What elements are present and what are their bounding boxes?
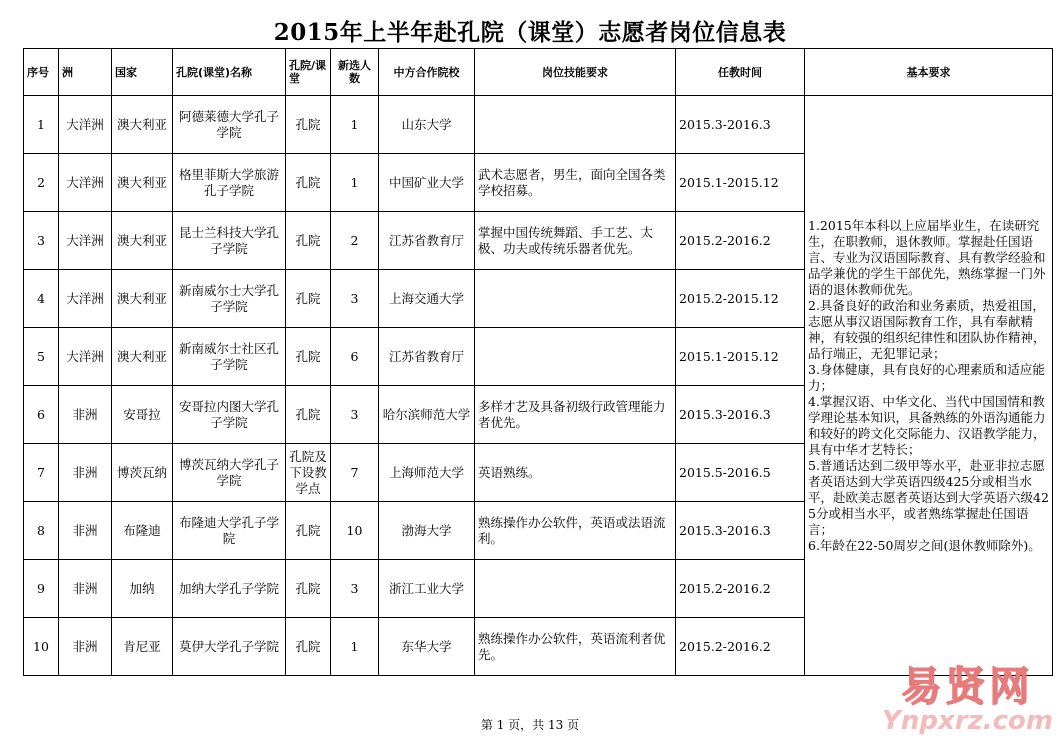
cell-partner [379,502,475,560]
cell-no-text: 6 [37,406,45,422]
cell-institute [173,212,286,270]
cell-skills-text: 武术志愿者，男生，面向全国各类学校招募。 [478,166,666,198]
header-count: 新选人数 [331,49,379,96]
cell-no [24,502,59,560]
cell-skills [475,328,676,386]
cell-continent [59,444,112,502]
cell-skills [475,560,676,618]
cell-period [676,212,805,270]
header-period: 任教时间 [676,49,805,96]
cell-continent [59,618,112,676]
cell-institute [173,328,286,386]
cell-country-text: 加纳 [129,580,155,596]
cell-count-text: 7 [350,464,359,480]
cell-continent [59,502,112,560]
header-continent: 洲 [59,49,112,96]
cell-no-text: 7 [37,464,45,480]
cell-institute [173,560,286,618]
page-title: 2015年上半年赴孔院（课堂）志愿者岗位信息表 [273,19,787,46]
cell-type-text: 孔院 [295,174,321,190]
cell-type-text: 孔院 [295,638,321,654]
cell-count-text: 3 [350,290,359,306]
cell-country-text: 澳大利亚 [116,232,167,248]
cell-continent-text: 非洲 [72,464,98,480]
cell-country [112,560,173,618]
cell-country [112,96,173,154]
cell-no [24,212,59,270]
page-footer: 第 1 页，共 13 页 [480,718,580,732]
cell-partner-text: 江苏省教育厅 [388,348,464,364]
cell-no-text: 8 [37,522,45,538]
cell-type [286,560,331,618]
cell-institute-text: 阿德莱德大学孔子学院 [178,108,279,140]
cell-count-text: 2 [350,232,359,248]
cell-skills-text: 英语熟练。 [478,464,541,480]
cell-no [24,328,59,386]
cell-count [331,502,379,560]
cell-skills [475,502,676,560]
cell-institute [173,618,286,676]
cell-no [24,560,59,618]
cell-partner [379,328,475,386]
cell-count [331,560,379,618]
header-type: 孔院/课堂 [286,49,331,96]
cell-count-text: 3 [350,406,359,422]
cell-skills [475,270,676,328]
cell-skills [475,154,676,212]
cell-count [331,328,379,386]
watermark-cn: 易贤网 [901,664,1034,710]
cell-skills [475,444,676,502]
cell-country [112,212,173,270]
requirement-item: 3.身体健康，具有良好的心理素质和适应能力； [808,361,1045,393]
cell-period [676,96,805,154]
cell-period-text: 2015.3-2016.3 [679,116,771,132]
cell-institute-text: 新南威尔士社区孔子学院 [178,340,279,372]
cell-country [112,618,173,676]
cell-skills [475,96,676,154]
cell-partner [379,618,475,676]
cell-period [676,386,805,444]
cell-period [676,328,805,386]
cell-period [676,154,805,212]
cell-continent [59,96,112,154]
cell-type [286,96,331,154]
cell-count-text: 1 [350,174,359,190]
cell-institute-text: 安哥拉内图大学孔子学院 [178,398,279,430]
cell-no-text: 3 [37,232,45,248]
requirement-item: 2.具备良好的政治和业务素质，热爱祖国，志愿从事汉语国际教育工作，具有奉献精神，有较强的组织纪律性和团队协作精神，品行端正，无犯罪记录； [808,297,1046,361]
cell-continent-text: 大洋洲 [66,174,104,190]
cell-count [331,212,379,270]
cell-country-text: 澳大利亚 [116,348,167,364]
cell-continent [59,328,112,386]
cell-type [286,212,331,270]
table-row [24,96,1053,154]
cell-type-text: 孔院 [295,232,321,248]
cell-type-text: 孔院 [295,290,321,306]
cell-country [112,502,173,560]
cell-count [331,270,379,328]
cell-type-text: 孔院 [295,522,321,538]
cell-no [24,96,59,154]
cell-count [331,444,379,502]
basic-requirements-cell [805,96,1053,676]
cell-country-text: 肯尼亚 [123,638,161,654]
cell-period [676,270,805,328]
cell-partner-text: 哈尔滨师范大学 [382,406,471,422]
cell-no [24,386,59,444]
cell-period-text: 2015.1-2015.12 [679,174,779,190]
cell-count-text: 10 [346,522,363,538]
cell-institute-text: 加纳大学孔子学院 [178,580,279,596]
cell-partner-text: 上海交通大学 [388,290,464,306]
cell-partner [379,154,475,212]
cell-count [331,386,379,444]
cell-no-text: 2 [37,174,45,190]
cell-type [286,154,331,212]
requirement-item: 6.年龄在22-50周岁之间(退休教师除外)。 [808,537,1041,553]
cell-country-text: 安哥拉 [123,406,161,422]
cell-continent [59,386,112,444]
cell-partner [379,444,475,502]
cell-skills-text: 多样才艺及具备初级行政管理能力者优先。 [478,398,666,430]
cell-period-text: 2015.5-2016.5 [679,464,771,480]
cell-skills [475,212,676,270]
header-basic: 基本要求 [805,49,1053,96]
cell-institute [173,444,286,502]
cell-country-text: 澳大利亚 [116,290,167,306]
cell-continent-text: 大洋洲 [66,232,104,248]
cell-continent [59,560,112,618]
cell-period-text: 2015.2-2015.12 [679,290,779,306]
cell-no [24,618,59,676]
cell-period-text: 2015.3-2016.3 [679,406,771,422]
cell-no-text: 10 [33,638,49,654]
cell-type [286,328,331,386]
cell-partner-text: 浙江工业大学 [388,580,464,596]
cell-partner [379,560,475,618]
cell-continent [59,154,112,212]
cell-period-text: 2015.2-2016.2 [679,580,771,596]
cell-continent-text: 大洋洲 [66,116,104,132]
cell-institute-text: 昆士兰科技大学孔子学院 [178,224,279,256]
cell-period-text: 2015.1-2015.12 [679,348,779,364]
cell-country [112,328,173,386]
cell-type [286,444,331,502]
cell-skills-text: 掌握中国传统舞蹈、手工艺、太极、功夫或传统乐器者优先。 [478,224,654,256]
cell-type [286,618,331,676]
requirement-item: 5.普通话达到二级甲等水平，赴亚非拉志愿者英语达到大学英语四级425分或相当水平，赴欧美志愿者英语达到大学英语六级425分或相当水平，或者熟练掌握赴任国语言； [808,457,1049,537]
cell-period [676,618,805,676]
cell-skills [475,618,676,676]
cell-type-text: 孔院 [295,116,321,132]
cell-partner [379,386,475,444]
cell-period-text: 2015.2-2016.2 [679,638,771,654]
cell-type [286,270,331,328]
cell-no [24,444,59,502]
cell-partner-text: 东华大学 [401,638,452,654]
cell-continent-text: 非洲 [72,406,98,422]
cell-continent-text: 非洲 [72,522,98,538]
cell-no [24,154,59,212]
cell-country-text: 澳大利亚 [116,174,167,190]
cell-no [24,270,59,328]
cell-institute-text: 莫伊大学孔子学院 [178,638,279,654]
volunteer-positions-table [23,48,1053,676]
cell-count [331,96,379,154]
cell-count-text: 1 [350,638,359,654]
cell-country [112,444,173,502]
table-header-row [24,49,1053,96]
cell-country [112,154,173,212]
cell-continent-text: 大洋洲 [66,290,104,306]
cell-institute-text: 新南威尔士大学孔子学院 [178,282,279,314]
cell-period [676,560,805,618]
cell-continent [59,212,112,270]
cell-country [112,386,173,444]
cell-period-text: 2015.2-2016.2 [679,232,771,248]
header-institute: 孔院(课堂)名称 [173,49,286,96]
cell-type [286,502,331,560]
cell-partner-text: 渤海大学 [401,522,452,538]
cell-institute [173,270,286,328]
watermark-logo [880,655,1055,736]
cell-skills-text: 熟练操作办公软件，英语流利者优先。 [478,630,666,662]
cell-partner-text: 中国矿业大学 [388,174,464,190]
cell-institute-text: 格里菲斯大学旅游孔子学院 [178,166,279,198]
cell-country-text: 澳大利亚 [116,116,167,132]
cell-partner-text: 江苏省教育厅 [388,232,464,248]
cell-continent [59,270,112,328]
cell-period [676,444,805,502]
cell-count [331,618,379,676]
cell-period [676,502,805,560]
cell-count-text: 3 [350,580,359,596]
cell-skills [475,386,676,444]
requirement-item: 1.2015年本科以上应届毕业生，在读研究生，在职教师，退休教师。掌握赴任国语言、专业为汉语国际教育、具有教学经验和品学兼优的学生干部优先，熟练掌握一门外语的退休教师优先。 [808,217,1046,297]
cell-partner [379,270,475,328]
watermark-en: Ynpxrz.com [882,706,1053,736]
header-partner: 中方合作院校 [379,49,475,96]
cell-no-text: 1 [37,116,45,132]
cell-institute-text: 布隆迪大学孔子学院 [178,514,279,546]
header-skills: 岗位技能要求 [475,49,676,96]
cell-period-text: 2015.3-2016.3 [679,522,771,538]
cell-continent-text: 非洲 [72,580,98,596]
cell-count [331,154,379,212]
cell-skills-text: 熟练操作办公软件，英语或法语流利。 [478,514,666,546]
requirement-item: 4.掌握汉语、中华文化、当代中国国情和教学理论基本知识，具备熟练的外语沟通能力和较好的跨文化交际能力、汉语教学能力，具有中华才艺特长； [808,393,1046,457]
cell-type-text: 孔院 [295,406,321,422]
cell-count-text: 6 [350,348,359,364]
cell-country-text: 布隆迪 [123,522,161,538]
cell-institute [173,502,286,560]
cell-partner [379,96,475,154]
cell-country [112,270,173,328]
cell-count-text: 1 [350,116,359,132]
cell-type-text: 孔院 [295,348,321,364]
cell-country-text: 博茨瓦纳 [116,464,167,480]
header-country: 国家 [112,49,173,96]
cell-type [286,386,331,444]
cell-continent-text: 非洲 [72,638,98,654]
cell-institute [173,96,286,154]
cell-no-text: 4 [37,290,45,306]
cell-type-text: 孔院 [295,580,321,596]
cell-partner [379,212,475,270]
cell-no-text: 9 [37,580,45,596]
cell-institute [173,386,286,444]
cell-institute [173,154,286,212]
cell-institute-text: 博茨瓦纳大学孔子学院 [178,456,279,488]
cell-partner-text: 山东大学 [401,116,452,132]
cell-continent-text: 大洋洲 [66,348,104,364]
cell-partner-text: 上海师范大学 [388,464,464,480]
header-no: 序号 [24,49,59,96]
cell-no-text: 5 [37,348,45,364]
cell-type-text: 孔院及下设教学点 [289,448,327,496]
